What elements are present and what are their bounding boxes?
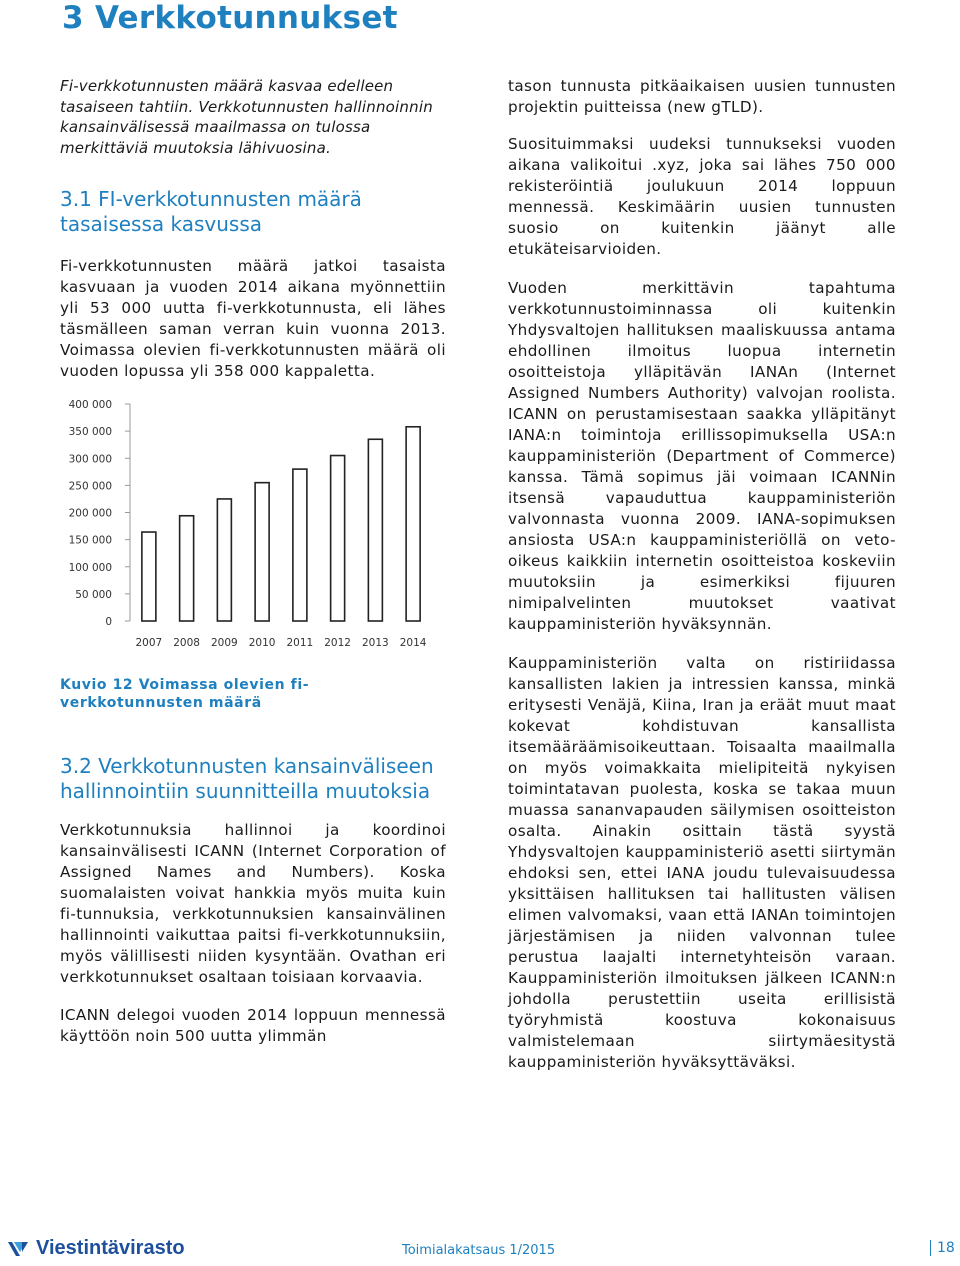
x-tick-label: 2011 [286, 637, 314, 650]
y-tick-label: 350 000 [68, 426, 112, 439]
x-tick-label: 2009 [211, 637, 238, 650]
right-paragraph-3: Vuoden merkittävin tapahtuma verkkotunnustoiminnassa oli kuitenkin Yhdysvaltojen hallituksen maaliskuussa antama ehdollinen ilmoitus luopua internetin osoitteistoja ylläpitävän IANAn (Internet Assigned Numbers Authority) valvojan roolista. ICANN on perustamisestaan saakka ylläpitänyt IANA:n toimintoja erillissopimuksella USA:n kauppaministeriön (Department of Commerce) kanssa. Tämä sopimus jäi voimaan ICANNin itsensä vapauduttua kauppaministeriön valvonnasta vuonna 2009. IANA-sopimuksen ansiosta USA:n kauppaministeriöllä on veto-oikeus kaikkiin internetin osoitteistoa koskeviin muutoksiin ja esimerkiksi fijuuren nimipalvelinten muutokset vaativat kauppaministeriön hyväksynnän. [508, 279, 896, 633]
right-paragraph-4: Kauppaministeriön valta on ristiriidassa kansallisten lakien ja intressien kanssa, minkä eritysesti Venäjä, Kiina, Iran ja eräät muut maat kokevat kohdistuvan kansallista itsemääräämisoikeuttaan. Toisaalta maailmalla on myös voimakkaita mielipiteitä nykyisen toimintatavan puolesta, koska se takaa muun muassa sananvapauden säilymisen osoitteiston osalta. Ainakin osittain tästä syystä Yhdysvaltojen kauppaministeriö asetti siirtymän ehdoksi sen, ettei IANA joudu tulevaisuudessa yksittäisen hallituksen tai hallitusten välisen elimen valvomaksi, vaan että IANAn toimintojen järjestämisen ja niiden valvonnan tulee perustua laajalti internetyhteisön varaan. Kauppaministeriön ilmoituksen jälkeen ICANN:n johdolla perustettiin useita erillisistä työryhmistä koostuva kokonaisuus valmistelemaan siirtymäesitystä kauppaministeriön hyväksyttäväksi. [508, 654, 896, 1071]
x-tick-label: 2012 [324, 637, 351, 650]
footer-logo [6, 1237, 185, 1260]
page-title: 3 Verkkotunnukset [62, 0, 398, 36]
bar-2009 [217, 499, 231, 621]
x-tick-label: 2013 [362, 637, 389, 650]
left-column [60, 76, 446, 1047]
y-tick-label: 150 000 [68, 535, 112, 547]
x-tick-label: 2007 [135, 637, 163, 650]
x-tick-label: 2014 [399, 637, 427, 650]
section-3-2-paragraph-2: ICANN delegoi vuoden 2014 loppuun mennessä käyttöön noin 500 uutta ylimmän [60, 1006, 446, 1046]
x-tick-label: 2010 [248, 637, 276, 650]
right-column [508, 76, 896, 1073]
section-3-2-paragraph-1: Verkkotunnuksia hallinnoi ja koordinoi kansainvälisesti ICANN (Internet Corporation of Assigned Names and Numbers). Koska suomalaisten voivat hankkia myös muita kuin fi-tunnuksia, verkkotunnuksien kansainvälinen hallinnointi vaikuttaa paitsi fi-verkkotunnuksiin, myös välillisesti niiden kysyntään. Ovathan eri verkkotunnukset osaltaan toisiaan korvaavia. [60, 821, 446, 987]
figure-caption: Kuvio 12 Voimassa olevien fi-verkkotunnusten määrä [60, 677, 310, 712]
section-3-1-paragraph: Fi-verkkotunnusten määrä jatkoi tasaista kasvuaan ja vuoden 2014 aikana myönnettiin yli 53 000 uutta fi-verkkotunnusta, eli lähes täsmälleen saman verran kuin vuonna 2013. Voimassa olevien fi-verkkotunnusten määrä oli vuoden lopussa yli 358 000 kappaletta. [60, 257, 446, 381]
bar-2013 [368, 440, 382, 622]
domain-count-chart [60, 394, 446, 664]
bar-2008 [180, 516, 194, 621]
footer-page-number: 18 [930, 1240, 955, 1256]
bar-2007 [142, 532, 156, 621]
bar-2014 [406, 427, 420, 621]
y-tick-label: 0 [105, 616, 112, 629]
section-3-2-title: 3.2 Verkkotunnusten kansainväliseen hallinnointiin suunnitteilla muutoksia [60, 754, 434, 804]
viestintavirasto-logo-icon [6, 1238, 32, 1260]
x-tick-label: 2008 [173, 637, 200, 650]
section-3-1-title: 3.1 FI-verkkotunnusten määrä tasaisessa kasvussa [60, 187, 362, 237]
bar-2011 [293, 469, 307, 621]
y-tick-label: 250 000 [68, 480, 112, 493]
y-tick-label: 400 000 [68, 399, 112, 412]
y-tick-label: 50 000 [75, 589, 112, 602]
bar-2010 [255, 483, 269, 621]
bar-2012 [331, 456, 345, 621]
right-paragraph-1: tason tunnusta pitkäaikaisen uusien tunnusten projektin puitteissa (new gTLD). [508, 77, 896, 116]
logo-text: Viestintävirasto [36, 1237, 185, 1259]
intro-paragraph: Fi-verkkotunnusten määrä kasvaa edelleen tasaiseen tahtiin. Verkkotunnusten hallinnoinnin kansainvälisessä maailmassa on tulossa merkittäviä muutoksia lähivuosina. [60, 77, 433, 157]
y-tick-label: 100 000 [68, 562, 112, 575]
footer-report-title: Toimialakatsaus 1/2015 [402, 1243, 556, 1258]
y-tick-label: 300 000 [68, 453, 112, 466]
right-paragraph-2: Suosituimmaksi uudeksi tunnukseksi vuoden aikana valikoitui .xyz, joka sai lähes 750 000 rekisteröintiä joulukuun 2014 loppuun mennessä. Keskimäärin uusien tunnusten suosio on kuitenkin jäänyt alle etukäteisarvioiden. [508, 135, 896, 258]
y-tick-label: 200 000 [68, 507, 112, 520]
